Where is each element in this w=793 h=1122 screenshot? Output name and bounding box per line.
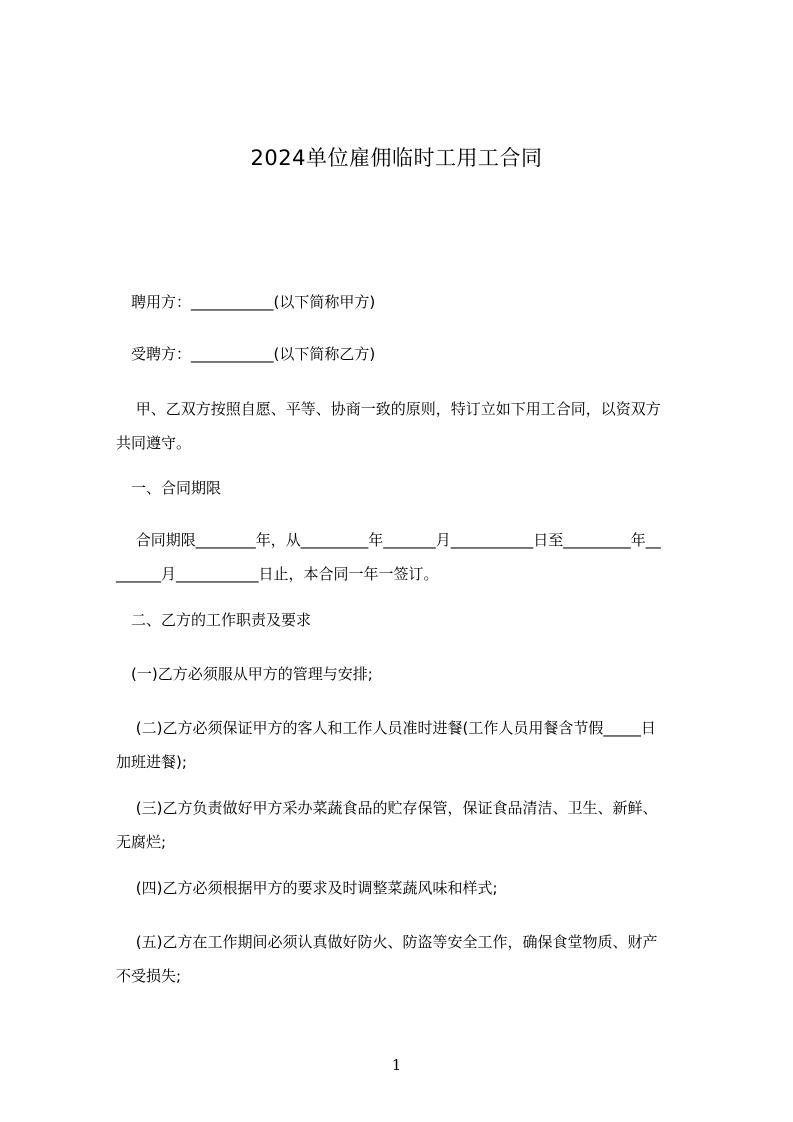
paragraph-line: 一、合同期限 (116, 479, 222, 497)
paragraph-line: (三)乙方负责做好甲方采办菜蔬食品的贮存保管，保证食品清洁、卫生、新鲜、 (116, 799, 658, 817)
section-heading-term (116, 471, 706, 505)
page-number: 1 (391, 1056, 402, 1074)
paragraph-line: 聘用方：___________(以下简称甲方) (116, 293, 376, 311)
clause-4 (116, 871, 706, 905)
clause-3 (116, 791, 706, 859)
paragraph-line: 无腐烂; (116, 833, 167, 851)
paragraph-line: (二)乙方必须保证甲方的客人和工作人员准时进餐(工作人员用餐含节假_____日 (116, 719, 656, 737)
paragraph-employee (116, 337, 706, 371)
paragraph-line: 合同期限________年，从_________年_______月___________日至_________年__ (116, 531, 661, 549)
paragraph-line: ______月___________日止，本合同一年一签订。 (116, 565, 439, 583)
paragraph-line: (四)乙方必须根据甲方的要求及时调整菜蔬风味和样式; (116, 879, 498, 897)
paragraph-line: 加班进餐); (116, 753, 187, 771)
clause-5 (116, 925, 706, 993)
section-heading-duties (116, 603, 706, 637)
paragraph-line: 不受损失; (116, 967, 182, 985)
paragraph-preamble (116, 392, 706, 460)
clause-1 (116, 657, 706, 691)
paragraph-line: 受聘方：___________(以下简称乙方) (116, 345, 376, 363)
clause-2 (116, 711, 706, 779)
paragraph-line: 共同遵守。 (116, 434, 192, 452)
paragraph-line: 二、乙方的工作职责及要求 (116, 611, 312, 629)
paragraph-contract-term (116, 523, 706, 591)
paragraph-line: (一)乙方必须服从甲方的管理与安排; (116, 665, 373, 683)
document-title: 2024单位雇佣临时工用工合同 (250, 146, 543, 170)
paragraph-line: (五)乙方在工作期间必须认真做好防火、防盗等安全工作，确保食堂物质、财产 (116, 933, 658, 951)
paragraph-employer (116, 285, 706, 319)
paragraph-line: 甲、乙双方按照自愿、平等、协商一致的原则，特订立如下用工合同，以资双方 (116, 400, 661, 418)
